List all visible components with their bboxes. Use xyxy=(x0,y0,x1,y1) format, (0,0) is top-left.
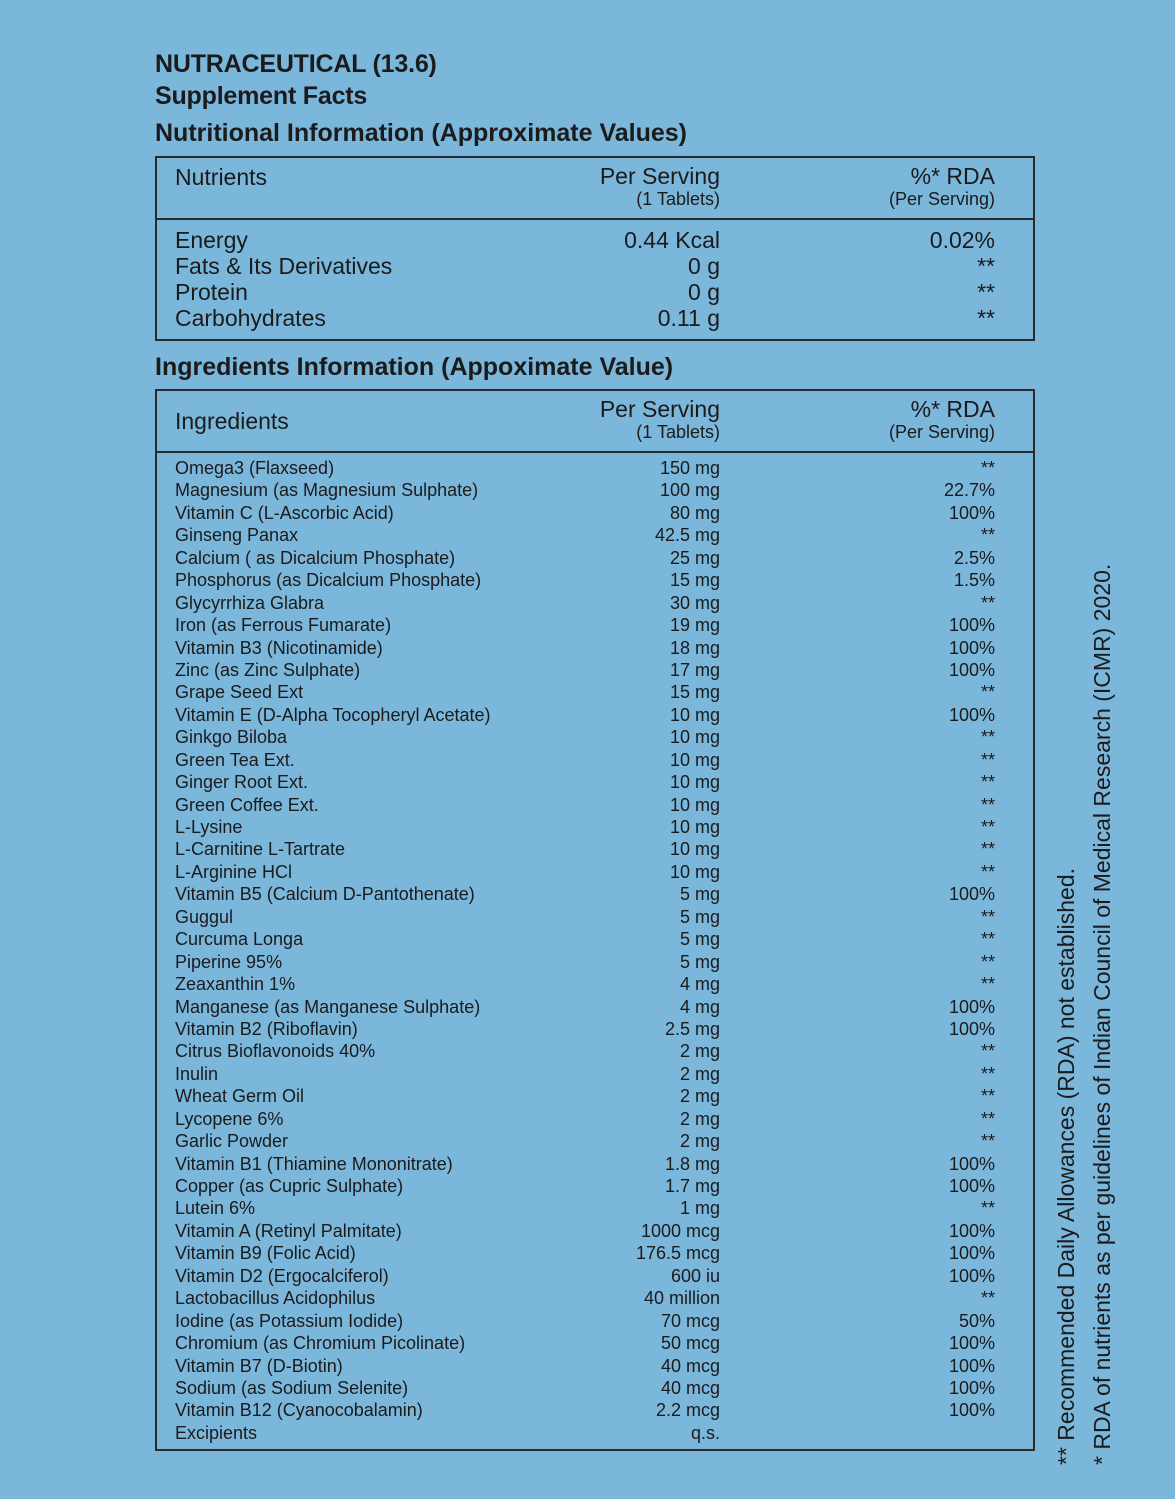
ingredient-row-rda: 100% xyxy=(948,615,995,636)
label-header xyxy=(155,48,1035,112)
ingredient-row xyxy=(157,1063,1033,1085)
ingredient-row-serving: 10 mg xyxy=(669,817,720,837)
ingredient-rows xyxy=(157,453,1033,1444)
ingredient-row-serving: 5 mg xyxy=(679,906,720,927)
nutrient-row-name: Protein xyxy=(175,279,248,305)
ingredient-row-name: Curcuma Longa xyxy=(175,929,304,950)
ingredient-row xyxy=(157,1175,1033,1197)
rda-sublabel: (Per Serving) xyxy=(888,189,995,209)
ingredient-row xyxy=(157,1040,1033,1062)
ingredient-row-name: Vitamin B1 (Thiamine Mononitrate) xyxy=(175,1153,453,1174)
ingredient-row-name: Vitamin B12 (Cyanocobalamin) xyxy=(175,1400,423,1421)
ingredient-row-name: Ginseng Panax xyxy=(175,525,299,546)
ingredient-row xyxy=(157,973,1033,995)
ingredient-row xyxy=(157,1332,1033,1354)
ingredient-row xyxy=(157,749,1033,771)
ingredient-row-rda: ** xyxy=(980,1063,995,1084)
ingredients-column-header: Ingredients xyxy=(175,408,289,434)
ingredient-row-name: Calcium ( as Dicalcium Phosphate) xyxy=(175,547,456,568)
rda-footnote: * RDA of nutrients as per guidelines of Indian Council of Medical Research (ICMR) 2020. xyxy=(1089,563,1115,1465)
ingredient-row xyxy=(157,996,1033,1018)
ingredient-row xyxy=(157,1287,1033,1309)
rda-sublabel: (Per Serving) xyxy=(888,422,995,442)
ingredient-row-serving: 15 mg xyxy=(669,570,720,591)
ingredient-row-name: Vitamin B9 (Folic Acid) xyxy=(175,1243,356,1264)
ingredient-row xyxy=(157,1018,1033,1040)
ingredient-row-rda: 100% xyxy=(948,996,995,1017)
ingredient-row-rda: ** xyxy=(980,974,995,995)
ingredient-row-rda: 100% xyxy=(948,884,995,905)
ingredient-row-name: Vitamin A (Retinyl Palmitate) xyxy=(175,1220,402,1241)
nutrient-row xyxy=(157,279,1033,305)
nutrition-table xyxy=(155,156,1035,341)
nutrients-column-header: Nutrients xyxy=(175,164,268,190)
ingredients-table-header xyxy=(157,391,1033,453)
ingredient-row-serving: 10 mg xyxy=(669,861,720,882)
ingredient-row-serving: 10 mg xyxy=(669,727,720,748)
ingredient-row-name: Vitamin E (D-Alpha Tocopheryl Acetate) xyxy=(175,704,491,725)
ingredient-row-serving: 30 mg xyxy=(669,592,720,613)
ingredient-row xyxy=(157,1085,1033,1107)
ingredient-row-name: Vitamin D2 (Ergocalciferol) xyxy=(175,1265,389,1286)
ingredient-row-serving: 25 mg xyxy=(669,547,720,568)
product-title: NUTRACEUTICAL (13.6) xyxy=(155,50,437,78)
ingredient-row-rda: 100% xyxy=(948,1176,995,1196)
nutrient-row xyxy=(157,305,1033,331)
nutrient-row xyxy=(157,227,1033,253)
nutrition-rows xyxy=(157,220,1033,331)
ingredient-row-serving: 10 mg xyxy=(669,794,720,815)
ingredient-row-serving: 40 million xyxy=(643,1288,720,1309)
ingredient-row-rda: ** xyxy=(980,682,995,703)
ingredient-row-name: Zinc (as Zinc Sulphate) xyxy=(175,659,361,680)
ingredient-row-rda: 22.7% xyxy=(943,480,995,501)
ingredient-row-name: Wheat Germ Oil xyxy=(175,1086,305,1107)
ingredient-row-serving: 70 mcg xyxy=(660,1310,720,1331)
ingredient-row-serving: 40 mcg xyxy=(660,1355,720,1376)
ingredient-row xyxy=(157,1310,1033,1332)
ingredient-row-rda: ** xyxy=(980,817,995,837)
nutrition-section-title: Nutritional Information (Approximate Values) xyxy=(155,119,687,147)
ingredient-row-serving: 10 mg xyxy=(669,839,720,860)
ingredient-row xyxy=(157,1377,1033,1399)
ingredient-row-serving: 2 mg xyxy=(679,1063,720,1084)
ingredient-row-rda: 100% xyxy=(948,1333,995,1354)
ingredient-row-name: Omega3 (Flaxseed) xyxy=(175,458,335,478)
ingredient-row-name: L-Arginine HCl xyxy=(175,861,293,882)
ingredient-row-name: Vitamin C (L-Ascorbic Acid) xyxy=(175,502,394,523)
nutrition-table-header xyxy=(157,158,1033,220)
ingredient-row-name: Lactobacillus Acidophilus xyxy=(175,1288,376,1309)
ingredient-row xyxy=(157,838,1033,860)
nutrient-row-serving: 0 g xyxy=(688,253,720,279)
ingredient-row-name: Vitamin B7 (D-Biotin) xyxy=(175,1355,343,1376)
per-serving-column-header xyxy=(600,164,720,210)
nutrient-row-name: Carbohydrates xyxy=(175,305,326,331)
nutrient-row-rda: ** xyxy=(977,305,995,331)
ingredient-row-rda: 100% xyxy=(948,1243,995,1264)
ingredient-row-name: Ginger Root Ext. xyxy=(175,772,309,793)
ingredient-row-rda: ** xyxy=(980,592,995,613)
ingredient-row-name: Glycyrrhiza Glabra xyxy=(175,592,325,613)
per-serving-sublabel: (1 Tablets) xyxy=(636,189,720,209)
ingredient-row-rda: ** xyxy=(980,1131,995,1152)
ingredient-row-name: Excipients xyxy=(175,1422,258,1443)
ingredient-row-rda: 100% xyxy=(948,1018,995,1039)
ingredient-row-serving: 42.5 mg xyxy=(654,525,720,546)
ingredient-row xyxy=(157,906,1033,928)
ingredient-row xyxy=(157,637,1033,659)
ingredient-row xyxy=(157,681,1033,703)
ingredients-section-title: Ingredients Information (Appoximate Value) xyxy=(155,353,674,381)
ingredient-row-rda: 100% xyxy=(948,1377,995,1398)
ingredient-row xyxy=(157,1399,1033,1421)
ingredient-row-name: Citrus Bioflavonoids 40% xyxy=(175,1041,376,1062)
ingredient-row-name: Vitamin B3 (Nicotinamide) xyxy=(175,637,383,658)
ingredient-row-rda: ** xyxy=(980,1041,995,1062)
ingredient-row-serving: 2 mg xyxy=(679,1086,720,1107)
rda-label: %* RDA xyxy=(910,163,995,189)
ingredient-row-name: Ginkgo Biloba xyxy=(175,727,288,748)
rda-label: %* RDA xyxy=(910,396,995,422)
ingredient-row-serving: 2 mg xyxy=(679,1041,720,1062)
ingredient-row-rda: ** xyxy=(980,929,995,950)
ingredient-row xyxy=(157,816,1033,838)
ingredient-row-serving: 4 mg xyxy=(679,974,720,995)
ingredient-row-rda: ** xyxy=(980,727,995,748)
ingredient-row-serving: 150 mg xyxy=(659,458,720,478)
ingredient-row-name: Magnesium (as Magnesium Sulphate) xyxy=(175,480,479,501)
ingredient-row-serving: 10 mg xyxy=(669,772,720,793)
ingredient-row-serving: 176.5 mcg xyxy=(635,1243,720,1264)
ingredient-row-name: Iron (as Ferrous Fumarate) xyxy=(175,615,392,636)
footnotes xyxy=(1048,405,1120,1465)
ingredient-row-rda: ** xyxy=(980,1108,995,1129)
ingredient-row xyxy=(157,1153,1033,1175)
ingredient-row xyxy=(157,951,1033,973)
ingredient-row-serving: 2.2 mcg xyxy=(655,1400,720,1421)
ingredient-row-rda: ** xyxy=(980,1198,995,1219)
ingredient-row-serving: 19 mg xyxy=(669,615,720,636)
ingredient-row-name: Piperine 95% xyxy=(175,951,283,972)
ingredient-row-rda: 50% xyxy=(958,1310,995,1331)
ingredient-row-rda: ** xyxy=(980,749,995,770)
ingredient-row-serving: 1.7 mg xyxy=(664,1176,720,1196)
ingredient-row xyxy=(157,592,1033,614)
ingredient-row-rda: ** xyxy=(980,861,995,882)
ingredient-row-serving: 2 mg xyxy=(679,1108,720,1129)
ingredient-row-name: Iodine (as Potassium Iodide) xyxy=(175,1310,404,1331)
ingredient-row-serving: 17 mg xyxy=(669,659,720,680)
ingredient-row-serving: 40 mcg xyxy=(660,1377,720,1398)
ingredient-row xyxy=(157,479,1033,501)
ingredient-row xyxy=(157,1197,1033,1219)
ingredient-row xyxy=(157,771,1033,793)
ingredients-table xyxy=(155,389,1035,1451)
ingredient-row xyxy=(157,794,1033,816)
rda-column-header xyxy=(889,397,995,443)
ingredient-row-name: L-Lysine xyxy=(175,817,243,837)
ingredient-row xyxy=(157,457,1033,479)
ingredient-row xyxy=(157,704,1033,726)
ingredient-row-serving: 1000 mcg xyxy=(640,1220,720,1241)
per-serving-label: Per Serving xyxy=(599,163,720,189)
ingredient-row-serving: 50 mcg xyxy=(660,1333,720,1354)
per-serving-column-header xyxy=(600,397,720,443)
ingredient-row xyxy=(157,569,1033,591)
ingredient-row-rda: 100% xyxy=(948,659,995,680)
nutrient-row-serving: 0 g xyxy=(688,279,720,305)
nutrient-row-rda: 0.02% xyxy=(929,227,995,253)
ingredient-row-serving: 5 mg xyxy=(679,951,720,972)
ingredient-row xyxy=(157,1422,1033,1444)
ingredient-row-rda: ** xyxy=(980,525,995,546)
ingredient-row-serving: 15 mg xyxy=(669,682,720,703)
ingredient-row-name: L-Carnitine L-Tartrate xyxy=(175,839,346,860)
nutrient-row-rda: ** xyxy=(977,279,995,305)
ingredient-row-name: Green Tea Ext. xyxy=(175,749,295,770)
ingredient-row-rda: ** xyxy=(980,951,995,972)
ingredient-row xyxy=(157,1130,1033,1152)
ingredient-row-name: Lutein 6% xyxy=(175,1198,256,1219)
ingredient-row-serving: 80 mg xyxy=(669,502,720,523)
ingredient-row-rda: 100% xyxy=(948,1220,995,1241)
ingredient-row-serving: 18 mg xyxy=(669,637,720,658)
ingredient-row-serving: 5 mg xyxy=(679,884,720,905)
ingredient-row-serving: 4 mg xyxy=(679,996,720,1017)
ingredient-row-rda: 2.5% xyxy=(953,547,995,568)
ingredient-row-rda: 100% xyxy=(948,704,995,725)
ingredient-row-name: Sodium (as Sodium Selenite) xyxy=(175,1377,409,1398)
ingredient-row-serving: 1.8 mg xyxy=(664,1153,720,1174)
ingredient-row-name: Phosphorus (as Dicalcium Phosphate) xyxy=(175,570,482,591)
ingredient-row xyxy=(157,726,1033,748)
ingredient-row-name: Green Coffee Ext. xyxy=(175,794,319,815)
ingredient-row-name: Copper (as Cupric Sulphate) xyxy=(175,1176,404,1196)
ingredient-row-serving: 100 mg xyxy=(659,480,720,501)
ingredient-row-name: Inulin xyxy=(175,1063,219,1084)
ingredient-row xyxy=(157,1108,1033,1130)
ingredient-row-name: Chromium (as Chromium Picolinate) xyxy=(175,1333,466,1354)
ingredient-row-name: Lycopene 6% xyxy=(175,1108,284,1129)
per-serving-sublabel: (1 Tablets) xyxy=(636,422,720,442)
nutrient-row-name: Energy xyxy=(175,227,248,253)
ingredient-row-serving: q.s. xyxy=(690,1422,720,1443)
ingredient-row xyxy=(157,1220,1033,1242)
rda-column-header xyxy=(889,164,995,210)
nutrient-row-serving: 0.44 Kcal xyxy=(624,227,720,253)
ingredient-row-serving: 600 iu xyxy=(670,1265,720,1286)
ingredient-row-rda: ** xyxy=(980,458,995,478)
not-established-footnote: ** Recommended Daily Allowances (RDA) not established. xyxy=(1053,867,1079,1465)
ingredient-row-rda: 100% xyxy=(948,637,995,658)
ingredient-row xyxy=(157,928,1033,950)
ingredient-row xyxy=(157,547,1033,569)
ingredient-row-rda: ** xyxy=(980,906,995,927)
ingredient-row-rda: 100% xyxy=(948,1400,995,1421)
ingredient-row xyxy=(157,524,1033,546)
ingredient-row-rda: ** xyxy=(980,1288,995,1309)
ingredient-row-name: Grape Seed Ext xyxy=(175,682,304,703)
ingredient-row-serving: 2.5 mg xyxy=(664,1018,720,1039)
per-serving-label: Per Serving xyxy=(599,396,720,422)
ingredient-row-name: Zeaxanthin 1% xyxy=(175,974,296,995)
ingredient-row-rda: ** xyxy=(980,772,995,793)
ingredient-row-serving: 10 mg xyxy=(669,749,720,770)
ingredient-row xyxy=(157,883,1033,905)
ingredient-row xyxy=(157,1355,1033,1377)
ingredient-row-rda: 100% xyxy=(948,1265,995,1286)
ingredient-row xyxy=(157,614,1033,636)
nutrient-row-serving: 0.11 g xyxy=(657,305,720,331)
ingredient-row-rda: 1.5% xyxy=(953,570,995,591)
nutrient-row-rda: ** xyxy=(977,253,995,279)
ingredient-row-rda: ** xyxy=(980,794,995,815)
ingredient-row xyxy=(157,861,1033,883)
supplement-facts-title: Supplement Facts xyxy=(155,82,368,110)
ingredient-row-rda: 100% xyxy=(948,502,995,523)
ingredient-row-name: Vitamin B5 (Calcium D-Pantothenate) xyxy=(175,884,475,905)
ingredient-row-rda: ** xyxy=(980,1086,995,1107)
ingredient-row xyxy=(157,1242,1033,1264)
nutrient-row-name: Fats & Its Derivatives xyxy=(175,253,393,279)
ingredient-row-rda: 100% xyxy=(948,1153,995,1174)
ingredient-row-name: Manganese (as Manganese Sulphate) xyxy=(175,996,481,1017)
nutrient-row xyxy=(157,253,1033,279)
ingredient-row-name: Vitamin B2 (Riboflavin) xyxy=(175,1018,358,1039)
ingredient-row xyxy=(157,502,1033,524)
ingredient-row-rda: 100% xyxy=(948,1355,995,1376)
ingredient-row xyxy=(157,1265,1033,1287)
ingredient-row-name: Guggul xyxy=(175,906,234,927)
ingredient-row-rda: ** xyxy=(980,839,995,860)
ingredient-row-serving: 10 mg xyxy=(669,704,720,725)
ingredient-row-serving: 1 mg xyxy=(679,1198,720,1219)
ingredient-row-serving: 5 mg xyxy=(679,929,720,950)
ingredient-row xyxy=(157,659,1033,681)
ingredient-row-name: Garlic Powder xyxy=(175,1131,289,1152)
ingredient-row-serving: 2 mg xyxy=(679,1131,720,1152)
